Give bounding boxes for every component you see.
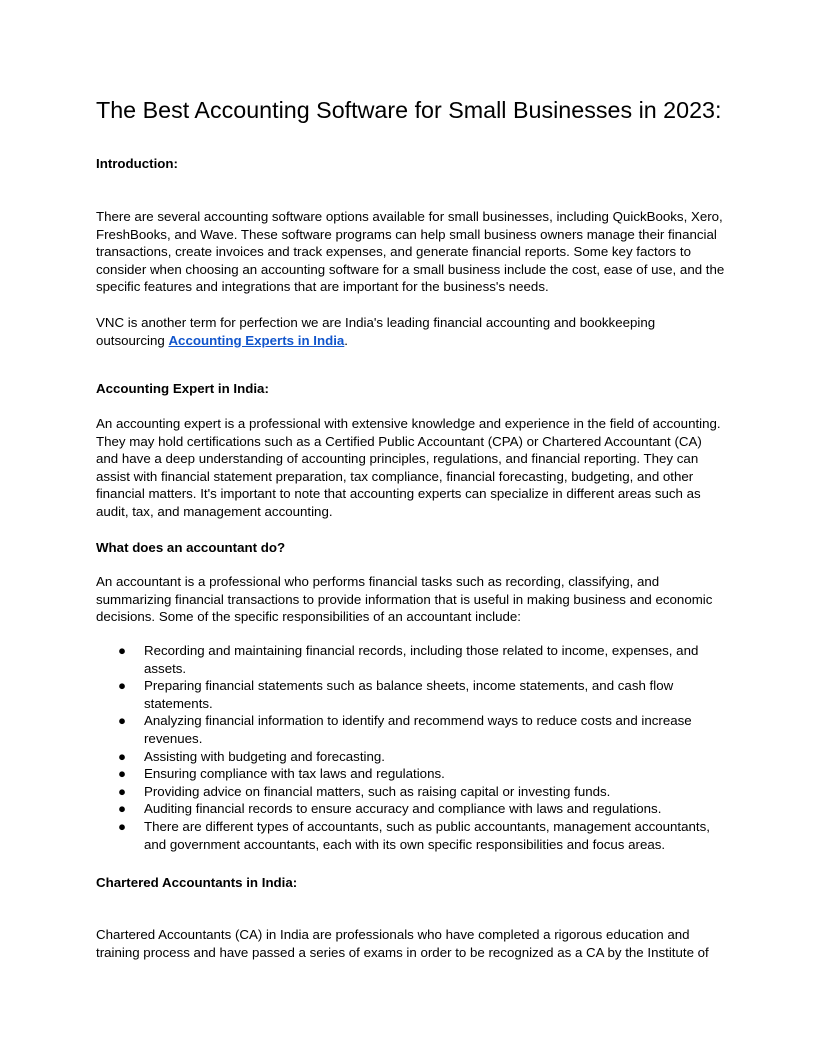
list-item-text: Auditing financial records to ensure accuracy and compliance with laws and regulations. bbox=[144, 801, 662, 817]
intro-heading: Introduction: bbox=[96, 156, 178, 171]
bullet-icon: ● bbox=[118, 678, 127, 694]
intro-paragraph: There are several accounting software options available for small businesses, including QuickBooks, Xero, FreshBooks, and Wave. These software programs can help small business owners manage their financial transactions, create invoices and track expenses, and generate financial reports. Some key factors to consider when choosing an accounting software for a small business include the cost, ease of use, and the specific features and integrations that are important for the business's needs. bbox=[96, 209, 725, 295]
ca-heading: Chartered Accountants in India: bbox=[96, 875, 298, 890]
ca-paragraph: Chartered Accountants (CA) in India are professionals who have completed a rigorous education and training process and have passed a series of exams in order to be recognized as a CA by the Institute of bbox=[96, 927, 709, 960]
bullet-icon: ● bbox=[118, 801, 127, 817]
bullet-icon: ● bbox=[118, 766, 127, 782]
vnc-paragraph bbox=[96, 314, 726, 349]
bullet-icon: ● bbox=[118, 748, 127, 764]
accountant-paragraph: An accountant is a professional who performs financial tasks such as recording, classifying, and summarizing financial transactions to provide information that is useful in making business and economic decisions. Some of the specific responsibilities of an accountant include: bbox=[96, 574, 713, 625]
list-item-text: Analyzing financial information to identify and recommend ways to reduce costs and increase revenues. bbox=[144, 713, 692, 746]
list-item-text: Assisting with budgeting and forecasting. bbox=[144, 748, 385, 764]
list-item-text: There are different types of accountants, such as public accountants, management accountants, and government accountants, each with its own specific responsibilities and focus areas. bbox=[144, 818, 710, 852]
list-item bbox=[96, 642, 726, 677]
document-title: The Best Accounting Software for Small Businesses in 2023: bbox=[96, 97, 722, 123]
list-item bbox=[96, 712, 726, 747]
responsibilities-list bbox=[96, 642, 726, 853]
expert-paragraph: An accounting expert is a professional with extensive knowledge and experience in the field of accounting. They may hold certifications such as a Certified Public Accountant (CPA) or Chartered Accountant (CA) and have a deep understanding of accounting principles, regulations, and financial reporting. They can assist with financial statement preparation, tax compliance, financial forecasting, budgeting, and other financial matters. It's important to note that accounting experts can specialize in different areas such as audit, tax, and management accounting. bbox=[96, 416, 721, 519]
list-item bbox=[96, 783, 726, 801]
bullet-icon: ● bbox=[118, 783, 127, 799]
list-item bbox=[96, 800, 726, 818]
vnc-paragraph-end: . bbox=[344, 332, 348, 348]
bullet-icon: ● bbox=[118, 818, 127, 834]
list-item bbox=[96, 677, 726, 712]
bullet-icon: ● bbox=[118, 643, 127, 658]
list-item bbox=[96, 765, 726, 783]
list-item-text: Providing advice on financial matters, such as raising capital or investing funds. bbox=[144, 783, 611, 799]
list-item bbox=[96, 818, 726, 853]
list-item bbox=[96, 748, 726, 766]
expert-heading: Accounting Expert in India: bbox=[96, 381, 269, 396]
vnc-paragraph-text: VNC is another term for perfection we are India's leading financial accounting and bookkeeping outsourcing bbox=[96, 315, 656, 348]
accountant-heading: What does an accountant do? bbox=[96, 540, 286, 555]
list-item-text: Ensuring compliance with tax laws and regulations. bbox=[144, 766, 445, 782]
list-item-text: Preparing financial statements such as balance sheets, income statements, and cash flow statements. bbox=[144, 678, 674, 711]
accounting-experts-link[interactable]: Accounting Experts in India bbox=[168, 332, 345, 348]
list-item-text: Recording and maintaining financial records, including those related to income, expenses, and assets. bbox=[144, 643, 699, 676]
bullet-icon: ● bbox=[118, 713, 127, 729]
